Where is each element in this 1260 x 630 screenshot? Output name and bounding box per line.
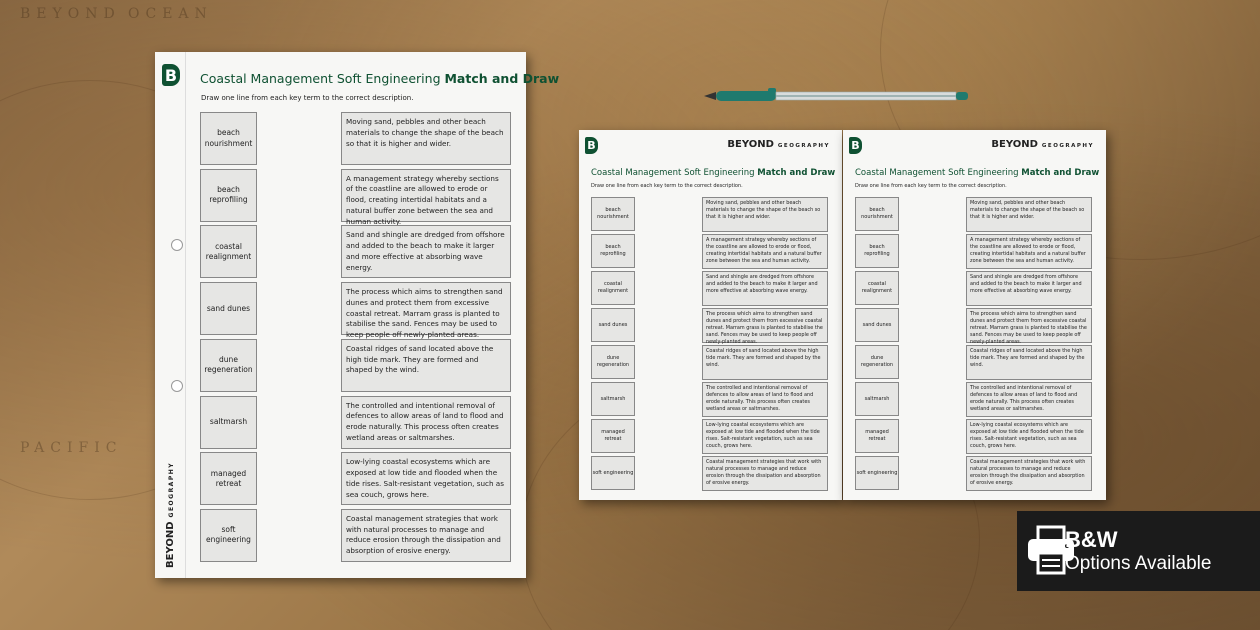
- term-box: coastal realignment: [591, 271, 635, 305]
- term-box: beach reprofiling: [855, 234, 899, 268]
- punch-hole: [171, 239, 183, 251]
- worksheet-title: Coastal Management Soft Engineering Match and Draw: [200, 71, 560, 86]
- description-box: Coastal management strategies that work with natural processes to manage and reduce erosion through the dissipation and absorption of erosive energy.: [966, 456, 1092, 491]
- map-label-beyond: BEYOND: [20, 6, 121, 22]
- description-box: Coastal management strategies that work with natural processes to manage and reduce erosion through the dissipation and absorption of erosive energy.: [702, 456, 828, 491]
- bw-options-badge: [1017, 511, 1260, 591]
- worksheet-title: Coastal Management Soft Engineering Match and Draw: [591, 168, 836, 178]
- pen-icon: [702, 88, 970, 104]
- term-box: dune regeneration: [855, 345, 899, 379]
- map-label-ocean: OCEAN: [128, 6, 213, 22]
- term-box: dune regeneration: [591, 345, 635, 379]
- description-box: The process which aims to strengthen sand dunes and protect them from excessive coastal retreat. Marram grass is planted to stabilise the sand. Fences may be used to keep people off newly-planted areas.: [702, 308, 828, 343]
- description-box: The controlled and intentional removal of defences to allow areas of land to flood and erode naturally. This process often creates wetland areas or saltmarshes.: [966, 382, 1092, 417]
- term-box: sand dunes: [591, 308, 635, 342]
- term-box: beach reprofiling: [200, 169, 257, 222]
- description-box: A management strategy whereby sections of the coastline are allowed to erode or flood, creating intertidal habitats and a natural buffer zone between the sea and human activity.: [702, 234, 828, 269]
- term-box: beach reprofiling: [591, 234, 635, 268]
- punch-hole: [171, 380, 183, 392]
- term-box: managed retreat: [200, 452, 257, 505]
- worksheet-instruction: Draw one line from each key term to the correct description.: [201, 94, 414, 102]
- worksheet-instruction: Draw one line from each key term to the correct description.: [855, 183, 1007, 189]
- description-box: Moving sand, pebbles and other beach materials to change the shape of the beach so that it is higher and wider.: [702, 197, 828, 232]
- term-box: managed retreat: [591, 419, 635, 453]
- description-box: Low-lying coastal ecosystems which are exposed at low tide and flooded when the tide rises. Salt-resistant vegetation, such as sea couch, grows here.: [702, 419, 828, 454]
- description-box: The controlled and intentional removal of defences to allow areas of land to flood and erode naturally. This process often creates wetland areas or saltmarshes.: [702, 382, 828, 417]
- term-box: beach nourishment: [591, 197, 635, 231]
- vertical-brand: BEYONDGEOGRAPHY: [165, 461, 176, 568]
- description-box: Sand and shingle are dredged from offshore and added to the beach to make it larger and more effective at absorbing wave energy.: [341, 225, 511, 278]
- description-box: The process which aims to strengthen sand dunes and protect them from excessive coastal retreat. Marram grass is planted to stabilise the sand. Fences may be used to keep people off newly-planted areas.: [341, 282, 511, 335]
- term-box: saltmarsh: [855, 382, 899, 416]
- description-box: Sand and shingle are dredged from offshore and added to the beach to make it larger and more effective at absorbing wave energy.: [966, 271, 1092, 306]
- term-box: coastal realignment: [200, 225, 257, 278]
- term-box: soft engineering: [855, 456, 899, 490]
- brand-name: BEYOND GEOGRAPHY: [991, 139, 1094, 150]
- term-box: coastal realignment: [855, 271, 899, 305]
- description-box: Coastal ridges of sand located above the high tide mark. They are formed and shaped by the wind.: [702, 345, 828, 380]
- term-box: beach nourishment: [200, 112, 257, 165]
- term-box: beach nourishment: [855, 197, 899, 231]
- description-box: The controlled and intentional removal of defences to allow areas of land to flood and erode naturally. This process often creates wetland areas or saltmarshes.: [341, 396, 511, 449]
- term-box: sand dunes: [855, 308, 899, 342]
- description-box: Coastal ridges of sand located above the high tide mark. They are formed and shaped by the wind.: [966, 345, 1092, 380]
- worksheet-instruction: Draw one line from each key term to the correct description.: [591, 183, 743, 189]
- description-box: Low-lying coastal ecosystems which are exposed at low tide and flooded when the tide rises. Salt-resistant vegetation, such as sea couch, grows here.: [341, 452, 511, 505]
- term-box: dune regeneration: [200, 339, 257, 392]
- term-box: managed retreat: [855, 419, 899, 453]
- term-box: soft engineering: [591, 456, 635, 490]
- description-box: A management strategy whereby sections of the coastline are allowed to erode or flood, creating intertidal habitats and a natural buffer zone between the sea and human activity.: [341, 169, 511, 222]
- term-box: saltmarsh: [200, 396, 257, 449]
- worksheet-large: [155, 52, 560, 578]
- brand-logo-icon: B: [849, 137, 862, 154]
- description-box: Moving sand, pebbles and other beach materials to change the shape of the beach so that it is higher and wider.: [341, 112, 511, 165]
- description-box: Coastal management strategies that work with natural processes to manage and reduce erosion through the dissipation and absorption of erosive energy.: [341, 509, 511, 562]
- term-box: soft engineering: [200, 509, 257, 562]
- description-box: Coastal ridges of sand located above the high tide mark. They are formed and shaped by the wind.: [341, 339, 511, 392]
- map-label-pacific: PACIFIC: [20, 440, 123, 456]
- term-box: saltmarsh: [591, 382, 635, 416]
- term-box: sand dunes: [200, 282, 257, 335]
- worksheet-small-right: [843, 130, 1106, 500]
- badge-title: B&W: [1065, 527, 1118, 552]
- description-box: Low-lying coastal ecosystems which are exposed at low tide and flooded when the tide rises. Salt-resistant vegetation, such as sea couch, grows here.: [966, 419, 1092, 454]
- brand-logo-icon: B: [162, 64, 180, 86]
- badge-subtitle: Options Available: [1065, 553, 1212, 574]
- description-box: A management strategy whereby sections of the coastline are allowed to erode or flood, creating intertidal habitats and a natural buffer zone between the sea and human activity.: [966, 234, 1092, 269]
- description-box: Moving sand, pebbles and other beach materials to change the shape of the beach so that it is higher and wider.: [966, 197, 1092, 232]
- description-box: The process which aims to strengthen sand dunes and protect them from excessive coastal retreat. Marram grass is planted to stabilise the sand. Fences may be used to keep people off newly-planted areas.: [966, 308, 1092, 343]
- brand-logo-icon: B: [585, 137, 598, 154]
- worksheet-title: Coastal Management Soft Engineering Match and Draw: [855, 168, 1100, 178]
- worksheet-small-left: [579, 130, 842, 500]
- description-box: Sand and shingle are dredged from offshore and added to the beach to make it larger and more effective at absorbing wave energy.: [702, 271, 828, 306]
- brand-name: BEYOND GEOGRAPHY: [727, 139, 830, 150]
